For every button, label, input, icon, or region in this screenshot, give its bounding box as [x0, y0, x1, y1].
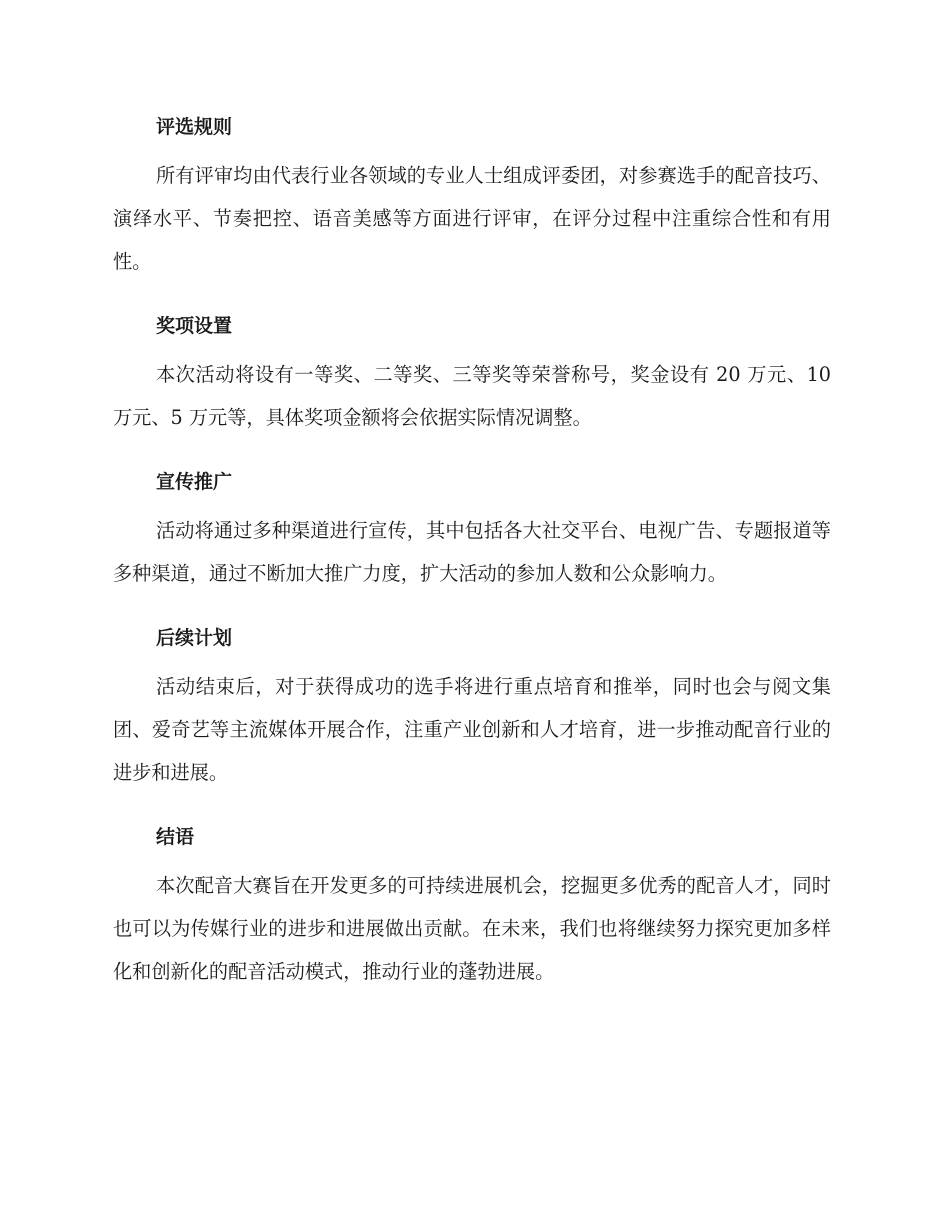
section-heading: 后续计划	[156, 627, 233, 649]
section-paragraph: 活动结束后，对于获得成功的选手将进行重点培育和推举，同时也会与阅文集团、爱奇艺等主流媒体开展合作，注重产业创新和人才培育，进一步推动配音行业的进步和进展。	[113, 675, 831, 784]
section-heading: 评选规则	[156, 116, 233, 138]
document-page	[113, 106, 831, 1015]
section-paragraph: 本次配音大赛旨在开发更多的可持续进展机会，挖掘更多优秀的配音人才，同时也可以为传媒行业的进步和进展做出贡献。在未来，我们也将继续努力探究更加多样化和创新化的配音活动模式，推动行业的蓬勃进展。	[113, 874, 831, 983]
section-heading: 宣传推广	[156, 471, 233, 493]
section-promotion	[113, 461, 831, 595]
section-heading: 结语	[156, 826, 195, 848]
section-heading: 奖项设置	[156, 315, 233, 337]
section-conclusion	[113, 816, 831, 993]
section-awards	[113, 305, 831, 439]
section-paragraph: 本次活动将设有一等奖、二等奖、三等奖等荣誉称号，奖金设有 20 万元、10 万元、5 万元等，具体奖项金额将会依据实际情况调整。	[113, 363, 831, 429]
section-paragraph: 活动将通过多种渠道进行宣传，其中包括各大社交平台、电视广告、专题报道等多种渠道，通过不断加大推广力度，扩大活动的参加人数和公众影响力。	[113, 519, 831, 585]
section-follow-up-plan	[113, 617, 831, 794]
section-paragraph: 所有评审均由代表行业各领域的专业人士组成评委团，对参赛选手的配音技巧、演绎水平、节奏把控、语音美感等方面进行评审，在评分过程中注重综合性和有用性。	[113, 164, 831, 273]
section-judging-rules	[113, 106, 831, 283]
